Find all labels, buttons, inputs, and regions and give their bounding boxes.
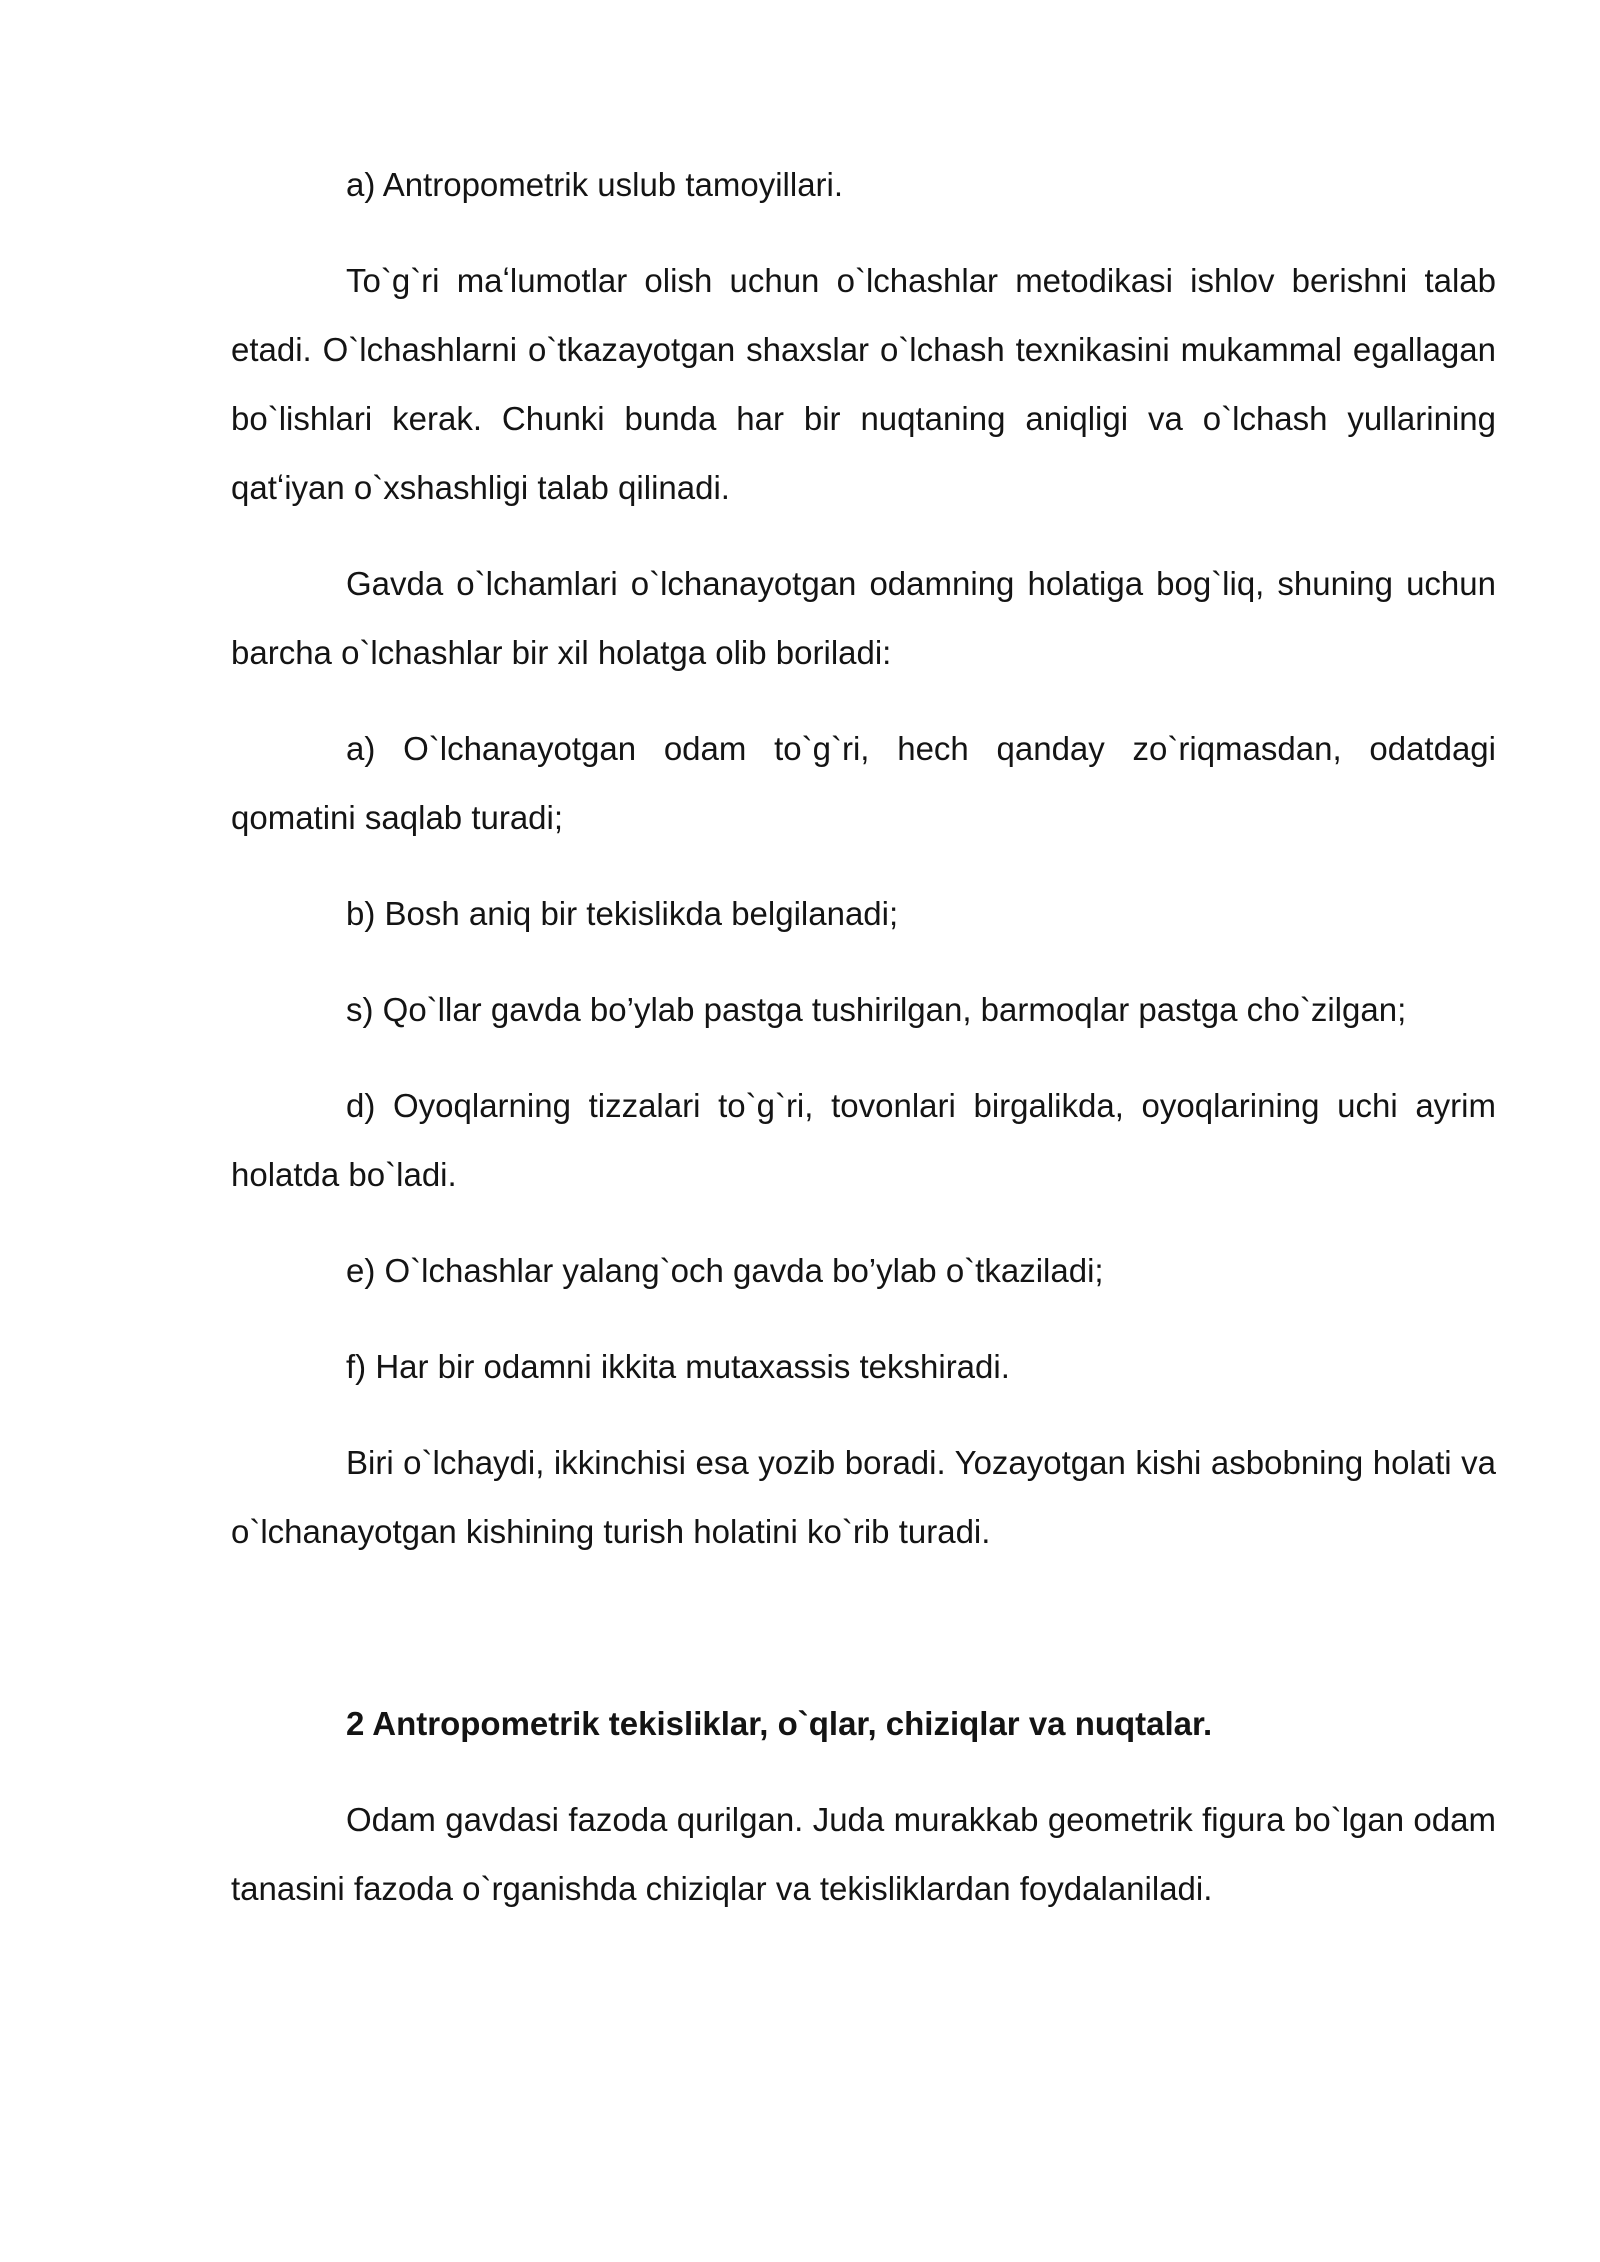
section-spacer xyxy=(231,1593,1496,1689)
list-item-d: d) Oyoqlarning tizzalari to`g`ri, tovonlari birgalikda, oyoqlarining uchi ayrim holatda bo`ladi. xyxy=(231,1087,1496,1193)
paragraph-human-body: Odam gavdasi fazoda qurilgan. Juda murakkab geometrik figura bo`lgan odam tanasini fazoda o`rganishda chiziqlar va tekisliklardan foydalaniladi. xyxy=(231,1801,1496,1907)
paragraph-correct-data: To`g`ri maʻlumotlar olish uchun o`lchashlar metodikasi ishlov berishni talab etadi. O`lchashlarni o`tkazayotgan shaxslar o`lchash texnikasini mukammal egallagan bo`lishlari kerak. Chunki bunda har bir nuqtaning aniqligi va o`lchash yullarining qatʻiyan o`xshashligi talab qilinadi. xyxy=(231,262,1496,506)
list-item-s: s) Qo`llar gavda bo’ylab pastga tushirilgan, barmoqlar pastga cho`zilgan; xyxy=(346,991,1407,1028)
list-item-f: f) Har bir odamni ikkita mutaxassis tekshiradi. xyxy=(346,1348,1010,1385)
paragraph-recording: Biri o`lchaydi, ikkinchisi esa yozib boradi. Yozayotgan kishi asbobning holati va o`lchanayotgan kishining turish holatini ko`rib turadi. xyxy=(231,1444,1496,1550)
list-item-a: a) O`lchanayotgan odam to`g`ri, hech qanday zo`riqmasdan, odatdagi qomatini saqlab turadi; xyxy=(231,730,1496,836)
paragraph-body-measurements: Gavda o`lchamlari o`lchanayotgan odamning holatiga bog`liq, shuning uchun barcha o`lchashlar bir xil holatga olib boriladi: xyxy=(231,565,1496,671)
paragraph-principles-title: a) Antropometrik uslub tamoyillari. xyxy=(346,166,844,203)
list-item-e: e) O`lchashlar yalang`och gavda bo’ylab o`tkaziladi; xyxy=(346,1252,1104,1289)
list-item-b: b) Bosh aniq bir tekislikda belgilanadi; xyxy=(346,895,899,932)
document-body xyxy=(231,150,1496,1950)
section-heading: 2 Antropometrik tekisliklar, o`qlar, chiziqlar va nuqtalar. xyxy=(346,1705,1213,1742)
